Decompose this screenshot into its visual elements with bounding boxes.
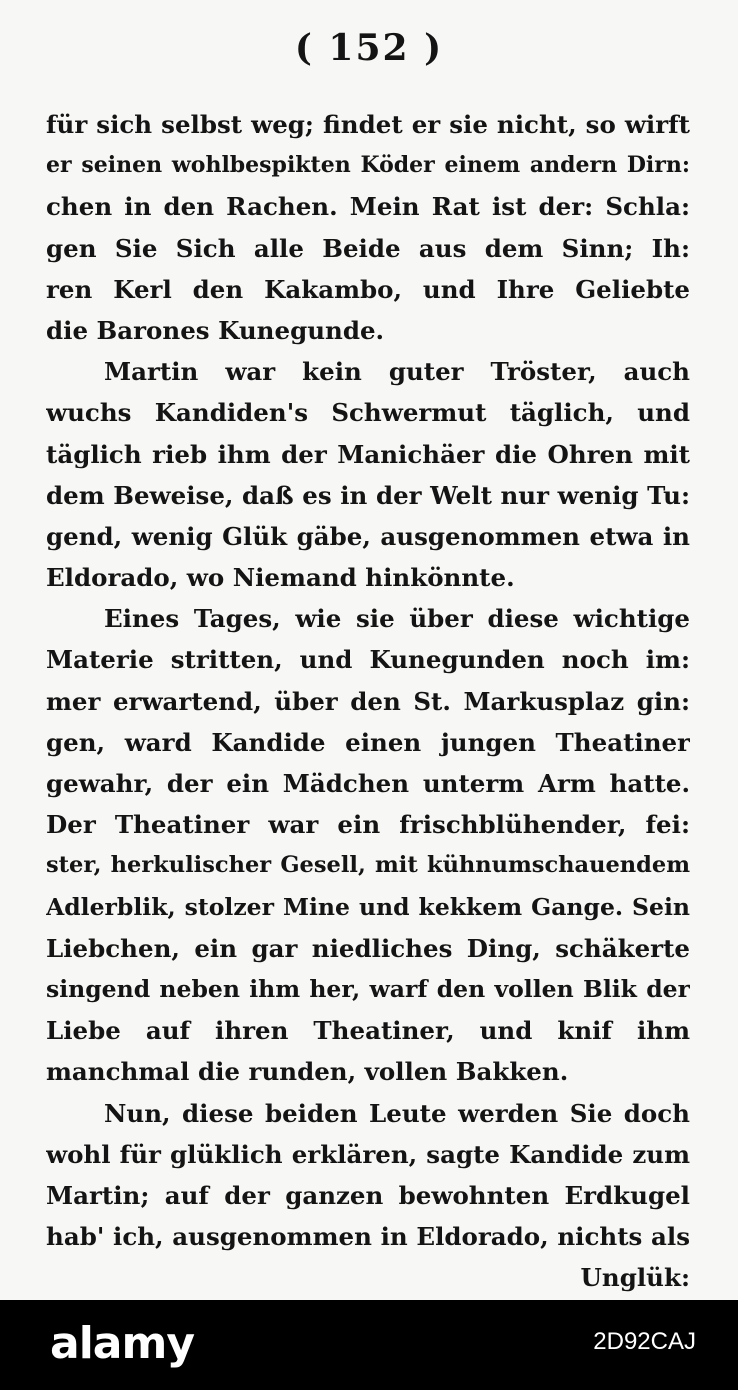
text-line: mer erwartend, über den St. Markusplaz gin: <box>46 686 690 716</box>
text-line: gewahr, der ein Mädchen unterm Arm hatte. <box>46 769 690 798</box>
text-line: Liebe auf ihren Theatiner, und knif ihm <box>46 1016 690 1046</box>
text-line: die Barones Kunegunde. <box>46 315 385 345</box>
watermark-image-id: 2D92CAJ <box>593 1328 696 1355</box>
text-line: er seinen wohlbespikten Köder einem andern Dirn: <box>46 152 690 179</box>
text-line: Materie stritten, und Kunegunden noch im: <box>46 645 690 675</box>
text-line: ster, herkulischer Gesell, mit kühnumschauendem <box>46 852 690 879</box>
text-line: singend neben ihm her, warf den vollen Blik der <box>46 974 690 1003</box>
text-line: dem Beweise, daß es in der Welt nur wenig Tu: <box>46 480 690 510</box>
text-line: Der Theatiner war ein frischblühender, fei: <box>46 810 690 840</box>
text-line: Liebchen, ein gar niedliches Ding, schäkerte <box>46 933 690 963</box>
text-line: Eldorado, wo Niemand hinkönnte. <box>46 563 515 593</box>
text-line: Nun, diese beiden Leute werden Sie doch <box>104 1098 690 1128</box>
text-line: für sich selbst weg; findet er sie nicht, so wirft <box>46 110 690 139</box>
text-line: gen, ward Kandide einen jungen Theatiner <box>46 727 690 757</box>
text-line: ren Kerl den Kakambo, und Ihre Geliebte <box>46 274 690 304</box>
text-line: Eines Tages, wie sie über diese wichtige <box>104 604 690 634</box>
text-line: Martin; auf der ganzen bewohnten Erdkugel <box>46 1180 690 1210</box>
text-line: gen Sie Sich alle Beide aus dem Sinn; Ih: <box>46 233 690 263</box>
body-text <box>46 104 690 1298</box>
text-line: manchmal die runden, vollen Bakken. <box>46 1057 569 1087</box>
text-line: Unglük: <box>580 1263 690 1293</box>
page-number: ( 152 ) <box>294 27 444 69</box>
text-line: gend, wenig Glük gäbe, ausgenommen etwa in <box>46 521 690 551</box>
text-line: Adlerblik, stolzer Mine und kekkem Gange. Sein <box>46 892 690 921</box>
text-line: hab' ich, ausgenommen in Eldorado, nichts als <box>46 1222 690 1252</box>
text-line: wuchs Kandiden's Schwermut täglich, und <box>46 398 690 428</box>
text-line: täglich rieb ihm der Manichäer die Ohren mit <box>46 439 690 469</box>
text-line: Martin war kein guter Tröster, auch <box>104 357 690 387</box>
watermark-logo: alamy <box>50 1318 194 1369</box>
text-line: chen in den Rachen. Mein Rat ist der: Schla: <box>46 192 690 222</box>
text-line: wohl für glüklich erklären, sagte Kandide zum <box>46 1139 690 1169</box>
